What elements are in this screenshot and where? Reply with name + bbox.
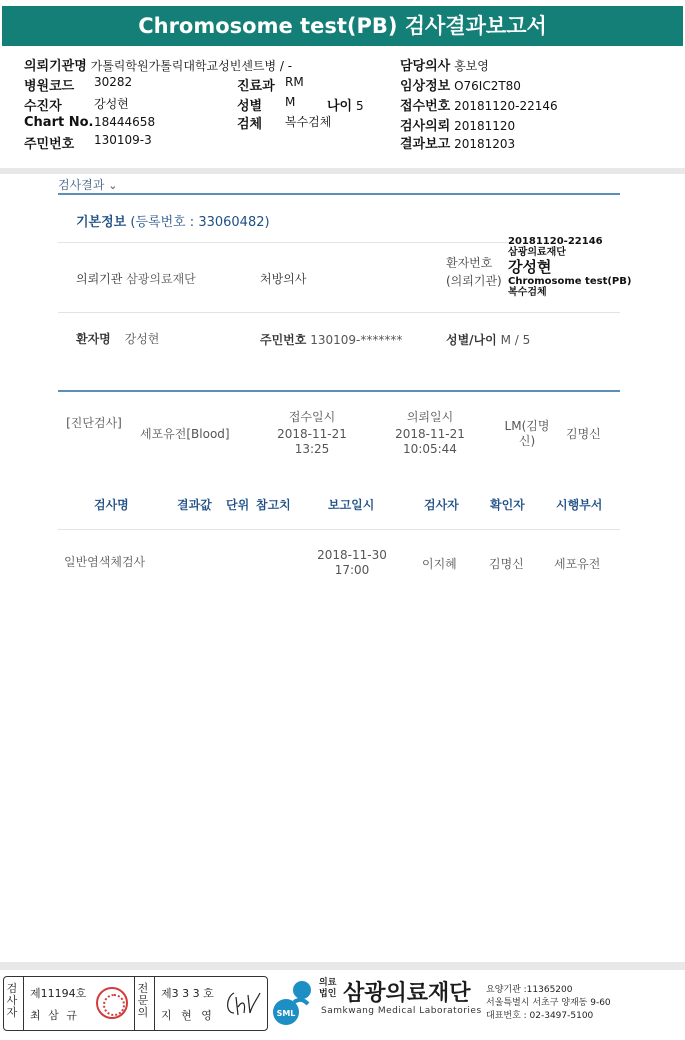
header-chart-no: Chart No. 18444658 [24, 115, 156, 130]
header-accession: 접수번호 20181120-22146 [400, 99, 558, 114]
svg-text:SML: SML [276, 1009, 296, 1018]
header-sex: 성별 M [237, 95, 296, 114]
cell-confirmer: 김명신 [489, 557, 524, 571]
received-value: 2018-11-21 13:25 [277, 427, 347, 456]
cell-test-name: 일반염색체검사 [64, 555, 146, 569]
tester-vertical-label: 검사자 [6, 982, 18, 1019]
order-department: 세포유전[Blood] [140, 427, 230, 441]
col-result: 결과값 [177, 498, 212, 512]
col-unit: 단위 [226, 498, 250, 512]
label-test: Chromosome test(PB) [508, 276, 632, 287]
col-confirmer: 확인자 [490, 498, 525, 512]
col-dept: 시행부서 [556, 498, 603, 512]
sml-logo-icon [272, 978, 316, 1026]
official-seal-icon [96, 987, 128, 1019]
divider [154, 977, 155, 1030]
header-patient: 수진자 강성현 [24, 97, 129, 114]
phone: 대표번호 : 02-3497-5100 [486, 1011, 594, 1021]
cell-dept: 세포유전 [554, 557, 601, 571]
basic-info-title: 기본정보 (등록번호 : 33060482) [76, 215, 270, 230]
header-request-date: 검사의뢰 20181120 [400, 119, 516, 134]
signature-icon [222, 987, 262, 1019]
divider [23, 977, 24, 1030]
signature-box [3, 976, 268, 1031]
col-tester: 검사자 [424, 498, 459, 512]
report-title: Chromosome test(PB) 검사결과보고서 [2, 6, 683, 46]
care-code: 요양기관 :11365200 [486, 985, 573, 995]
specialist-license: 제3 3 3 호 [161, 987, 214, 1000]
header-report-date: 결과보고 20181203 [400, 137, 516, 152]
divider [134, 977, 135, 1030]
received-label: 접수일시 [288, 410, 336, 424]
order-lm: LM(김명신) [504, 419, 550, 448]
institution-field: 의뢰기관 삼광의료재단 [76, 272, 196, 286]
section-divider [58, 390, 620, 392]
requested-value: 2018-11-21 10:05:44 [395, 427, 465, 456]
row-divider [58, 312, 620, 313]
col-reported: 보고일시 [328, 498, 375, 512]
prescriber-label: 처방의사 [260, 272, 307, 286]
org-name: 삼광의료재단 [343, 981, 471, 1006]
requested-label: 의뢰일시 [406, 410, 454, 424]
header-department: 진료과 RM [237, 75, 304, 94]
sex-age-field: 성별/나이 M / 5 [446, 333, 531, 347]
header-clinical-info: 임상정보 O76IC2T80 [400, 79, 521, 94]
label-accession: 20181120-22146 [508, 236, 603, 247]
org-prefix: 의료법인 [319, 978, 337, 999]
header-doctor: 담당의사 홍보영 [400, 59, 489, 74]
chevron-down-icon: ⌄ [108, 179, 118, 192]
divider-band [0, 168, 685, 174]
table-header-divider [58, 529, 620, 530]
address: 서울특별시 서초구 양재동 9-60 [486, 998, 611, 1008]
specimen-label-sticker [508, 236, 653, 306]
header-specimen: 검체 복수검체 [237, 115, 332, 132]
cell-tester: 이지혜 [422, 557, 457, 571]
header-hospital-code: 병원코드 30282 [24, 75, 133, 94]
section-divider [58, 193, 620, 195]
specialist-vertical-label: 전문의 [137, 982, 149, 1019]
order-category: [진단검사] [66, 416, 122, 430]
header-age: 나이 5 [327, 99, 364, 114]
header-resident-no: 주민번호 130109-3 [24, 133, 152, 152]
label-patient-name: 강성현 [508, 258, 552, 276]
tester-name: 최 삼 규 [30, 1009, 79, 1022]
divider-band [0, 962, 685, 970]
patient-name-field: 환자명 강성현 [76, 332, 160, 346]
tester-license: 제11194호 [30, 987, 87, 1000]
cell-reported: 2018-11-30 17:00 [317, 548, 387, 577]
label-lab: 삼광의료재단 [508, 247, 566, 258]
col-reference: 참고치 [256, 498, 291, 512]
resident-no-field: 주민번호 130109-******* [260, 333, 403, 347]
order-doctor: 김명신 [566, 427, 601, 441]
header-institution: 의뢰기관명 가톨릭학원가톨릭대학교성빈센트병 / - [24, 59, 293, 74]
col-test-name: 검사명 [94, 498, 129, 512]
patient-no-label: 환자번호 (의뢰기관) [446, 256, 502, 288]
specialist-name: 지 현 영 [161, 1009, 215, 1022]
org-english-name: Samkwang Medical Laboratories [321, 1006, 482, 1016]
label-specimen: 복수검체 [508, 287, 547, 298]
tab-results[interactable]: 검사결과 ⌄ [58, 178, 118, 192]
